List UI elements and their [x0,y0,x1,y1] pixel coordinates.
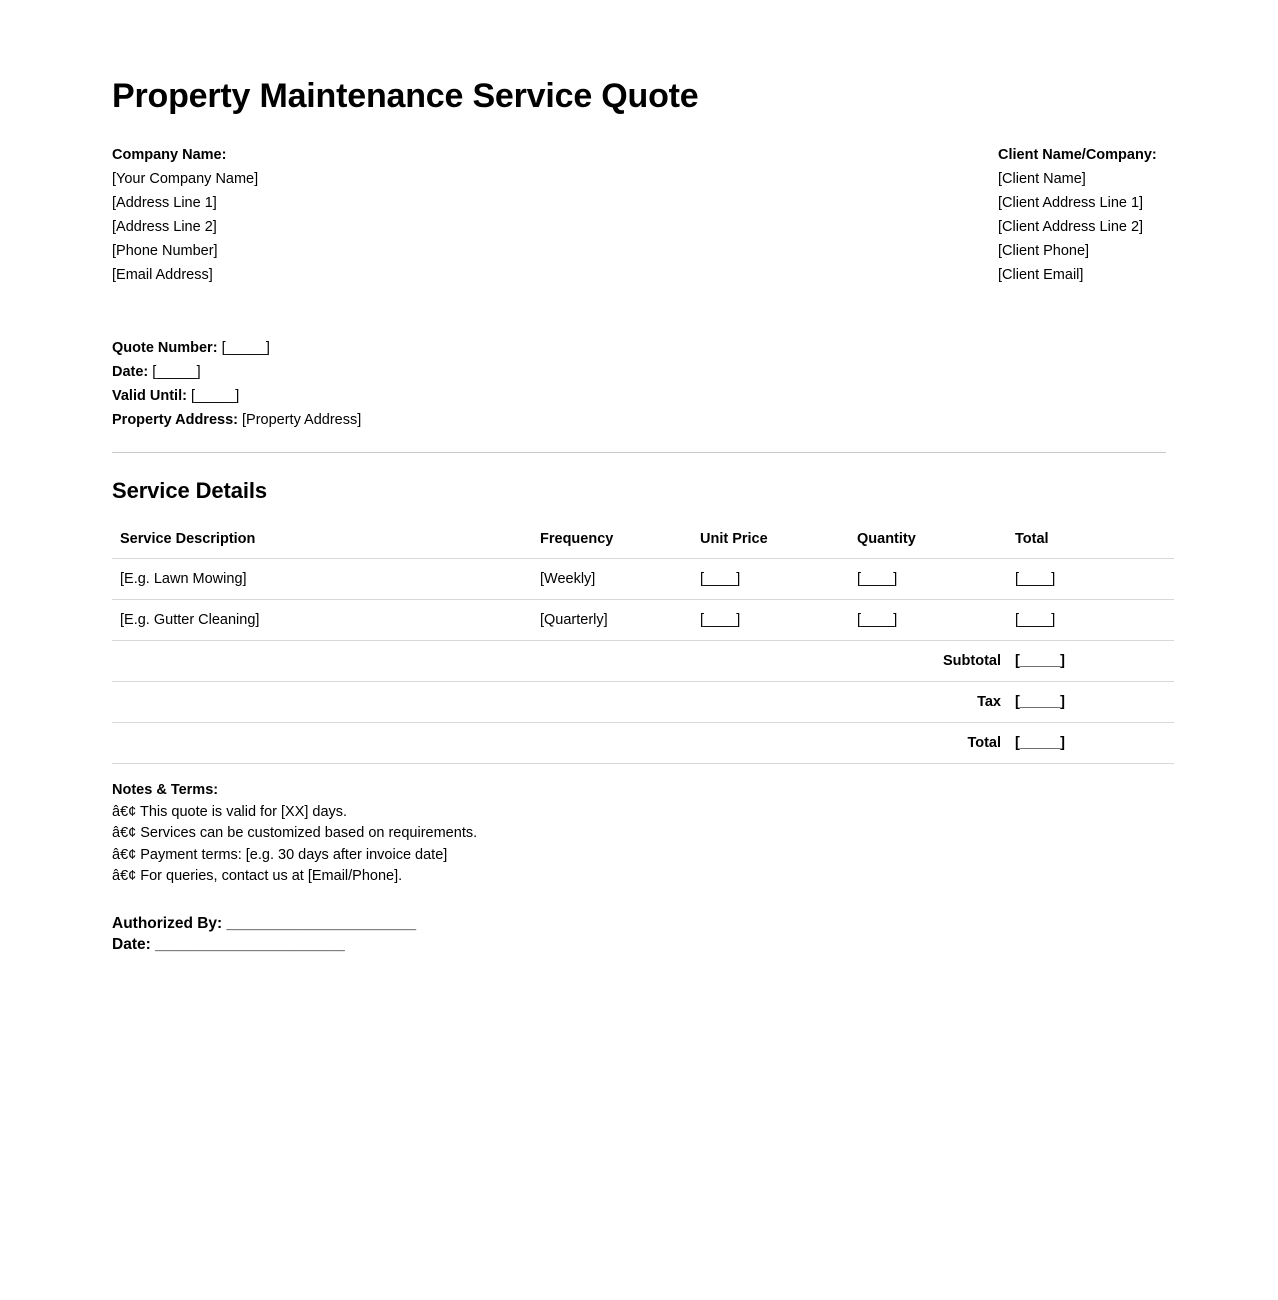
note-item-4: â€¢ For queries, contact us at [Email/Phone]. [112,868,403,884]
cell-total[interactable]: [____] [1015,600,1174,641]
note-item-3: â€¢ Payment terms: [e.g. 30 days after invoice date] [112,846,448,863]
column-header-total: Total [1015,531,1174,559]
cell-frequency[interactable]: [Quarterly] [540,600,700,641]
column-header-service-description: Service Description [112,531,540,559]
summary-row-tax [112,682,1174,723]
company-block [112,143,258,287]
signature-date-line[interactable]: ______________________ [155,936,345,953]
property-address-value[interactable]: [Property Address] [242,412,362,428]
quote-date-label: Date: [112,364,149,380]
summary-value-tax[interactable]: [_____] [1015,682,1174,723]
cell-frequency[interactable]: [Weekly] [540,559,700,600]
quote-number-value[interactable]: [_____] [221,340,270,356]
summary-spacer [700,682,857,723]
company-heading: Company Name: [112,147,227,163]
client-block [998,143,1157,287]
client-line-3: [Client Address Line 2] [998,219,1144,235]
signature-date-row [112,934,416,955]
valid-until-row [112,384,361,408]
column-header-quantity: Quantity [857,531,1015,559]
cell-service-description[interactable]: [E.g. Gutter Cleaning] [112,600,540,641]
cell-unit-price[interactable]: [____] [700,600,857,641]
company-line-1: [Your Company Name] [112,171,259,187]
summary-value-total[interactable]: [_____] [1015,723,1174,764]
property-address-label: Property Address: [112,412,238,428]
summary-label-total: Total [857,723,1015,764]
cell-quantity[interactable]: [____] [857,559,1015,600]
quote-number-label: Quote Number: [112,340,218,356]
company-line-2: [Address Line 1] [112,195,217,211]
summary-row-total [112,723,1174,764]
authorized-by-signature-line[interactable]: ______________________ [226,915,417,932]
service-details-table [112,531,1174,764]
authorized-by-row [112,913,416,934]
table-row [112,559,1174,600]
section-divider [112,452,1166,453]
client-heading: Client Name/Company: [998,147,1157,163]
signature-date-label: Date: [112,936,151,953]
quote-date-value[interactable]: [_____] [152,364,201,380]
summary-spacer [700,723,857,764]
service-details-heading: Service Details [112,478,268,503]
summary-spacer [540,682,700,723]
notes-and-terms-block [112,780,477,888]
summary-row-subtotal [112,641,1174,682]
company-line-4: [Phone Number] [112,243,218,259]
quote-meta-block [112,336,361,432]
notes-heading: Notes & Terms: [112,782,219,798]
company-line-5: [Email Address] [112,267,213,283]
client-line-4: [Client Phone] [998,243,1090,259]
cell-service-description[interactable]: [E.g. Lawn Mowing] [112,559,540,600]
table-row [112,600,1174,641]
valid-until-label: Valid Until: [112,388,187,404]
client-line-5: [Client Email] [998,267,1084,283]
column-header-unit-price: Unit Price [700,531,857,559]
summary-spacer [700,641,857,682]
table-header-row [112,531,1174,559]
summary-spacer [112,641,540,682]
summary-spacer [540,723,700,764]
page-title: Property Maintenance Service Quote [112,77,699,115]
signature-block [112,913,416,955]
company-line-3: [Address Line 2] [112,219,217,235]
note-item-2: â€¢ Services can be customized based on requirements. [112,825,478,841]
cell-unit-price[interactable]: [____] [700,559,857,600]
authorized-by-label: Authorized By: [112,915,223,932]
column-header-frequency: Frequency [540,531,700,559]
summary-spacer [112,723,540,764]
property-address-row [112,408,361,432]
cell-quantity[interactable]: [____] [857,600,1015,641]
summary-value-subtotal[interactable]: [_____] [1015,641,1174,682]
summary-label-subtotal: Subtotal [857,641,1015,682]
valid-until-value[interactable]: [_____] [190,388,240,404]
quote-date-row [112,360,361,384]
summary-spacer [112,682,540,723]
cell-total[interactable]: [____] [1015,559,1174,600]
summary-spacer [540,641,700,682]
quote-number-row [112,336,361,360]
note-item-1: â€¢ This quote is valid for [XX] days. [112,803,348,820]
client-line-2: [Client Address Line 1] [998,195,1144,211]
summary-label-tax: Tax [857,682,1015,723]
client-line-1: [Client Name] [998,171,1086,187]
